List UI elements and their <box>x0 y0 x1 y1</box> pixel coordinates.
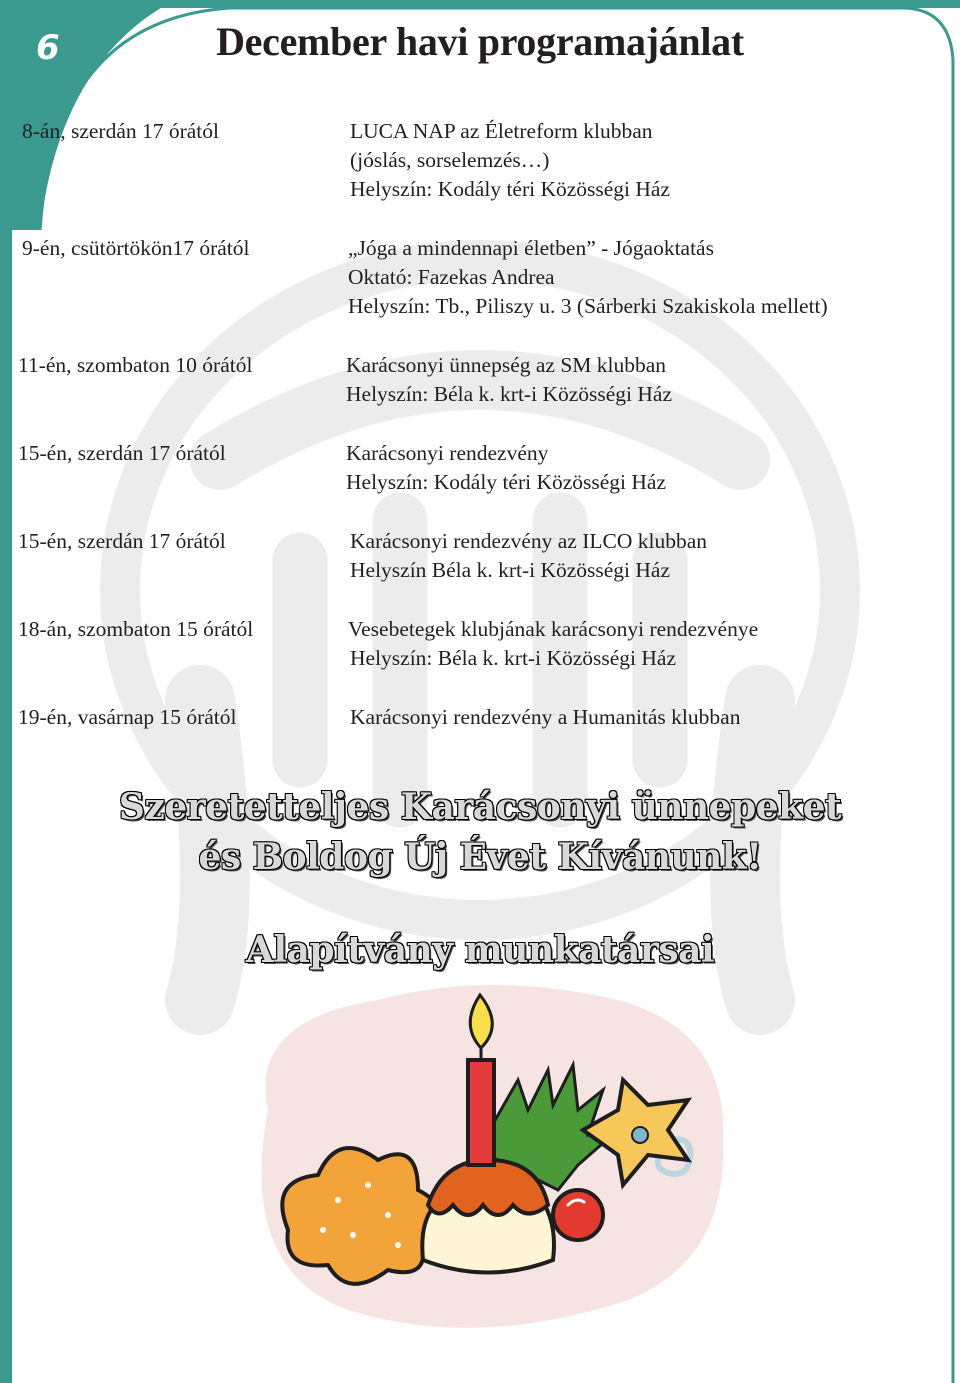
event-title: Karácsonyi rendezvény a Humanitás klubban <box>350 705 741 729</box>
event-title: Karácsonyi rendezvény <box>346 441 549 465</box>
event-location: Helyszín: Kodály téri Közösségi Ház <box>346 470 667 494</box>
event-date: 18-án, szombaton 15 órától <box>18 617 254 641</box>
page-number: 6 <box>36 28 60 68</box>
event-title: „Jóga a mindennapi életben” - Jógaoktatás <box>348 236 714 260</box>
event-date: 15-én, szerdán 17 órától <box>18 529 226 553</box>
greeting-line-1: Szeretetteljes Karácsonyi ünnepeket <box>118 786 842 828</box>
event-title: Vesebetegek klubjának karácsonyi rendezvénye <box>348 617 759 641</box>
event-location: Helyszín: Béla k. krt-i Közösségi Ház <box>350 646 676 670</box>
event-detail: Oktató: Fazekas Andrea <box>348 265 555 289</box>
event-detail: (jóslás, sorselemzés…) <box>350 148 550 172</box>
event-title: Karácsonyi rendezvény az ILCO klubban <box>350 529 707 553</box>
event-title: Karácsonyi ünnepség az SM klubban <box>346 353 667 377</box>
greeting-signature: Alapítvány munkatársai <box>245 929 715 971</box>
page-title: December havi programajánlat <box>216 19 744 64</box>
event-location: Helyszín Béla k. krt-i Közösségi Ház <box>350 558 671 582</box>
christmas-candle-cookies-illustration <box>228 960 738 1340</box>
event-date: 11-én, szombaton 10 órától <box>18 353 253 377</box>
event-title: LUCA NAP az Életreform klubban <box>350 119 653 143</box>
red-ornament-icon <box>553 1190 603 1240</box>
greeting-line-2: és Boldog Új Évet Kívánunk! <box>198 836 762 878</box>
event-date: 19-én, vasárnap 15 órától <box>18 705 237 729</box>
event-date: 9-én, csütörtökön17 órától <box>22 236 250 260</box>
cookie-decoration-dot <box>632 1127 648 1143</box>
event-location: Helyszín: Béla k. krt-i Közösségi Ház <box>346 382 672 406</box>
candle-icon <box>468 1060 494 1165</box>
event-location: Helyszín: Tb., Piliszy u. 3 (Sárberki Szakiskola mellett) <box>348 294 828 318</box>
event-date: 8-án, szerdán 17 órától <box>22 119 220 143</box>
event-location: Helyszín: Kodály téri Közösségi Ház <box>350 177 671 201</box>
event-date: 15-én, szerdán 17 órától <box>18 441 226 465</box>
